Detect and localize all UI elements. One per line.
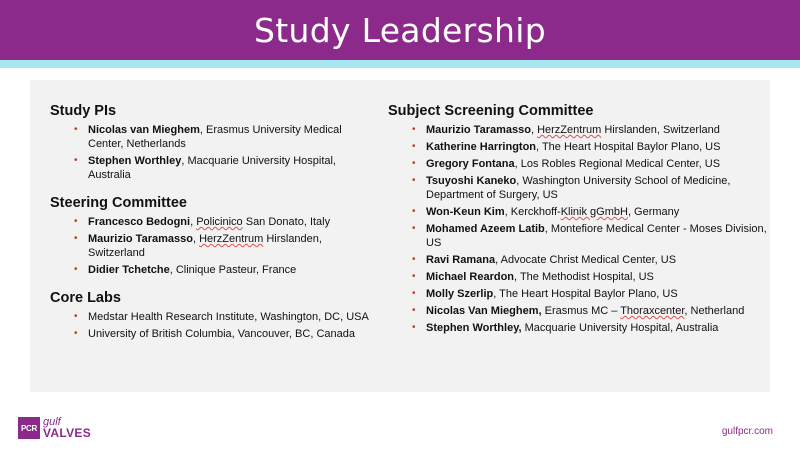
- bullet-icon: •: [412, 223, 416, 234]
- separator: ,: [530, 124, 538, 136]
- bullet-icon: •: [412, 124, 416, 135]
- left-column: [50, 103, 380, 344]
- spellcheck-marked-text: HerzZentrum: [537, 124, 602, 136]
- affiliation-text: , Netherland: [684, 305, 745, 317]
- affiliation-text: Erasmus MC –: [544, 305, 621, 317]
- separator: ,: [544, 223, 551, 235]
- person-name: Stephen Worthley,: [426, 322, 522, 334]
- list-item: [388, 205, 768, 219]
- affiliation-text: , Germany: [627, 206, 680, 218]
- bullet-icon: •: [412, 141, 416, 152]
- pcr-badge: PCR: [18, 417, 40, 439]
- bullet-icon: •: [412, 158, 416, 169]
- bullet-list: [388, 123, 768, 335]
- person-name: Katherine Harrington: [426, 141, 537, 153]
- person-name: Molly Szerlip: [426, 288, 494, 300]
- affiliation-text: The Heart Hospital Baylor Plano, US: [541, 141, 721, 153]
- gulf-valves-logo: [18, 414, 91, 442]
- spellcheck-marked-text: Policinico: [196, 216, 243, 228]
- affiliation-text: University of British Columbia, Vancouver, BC, Canada: [88, 328, 355, 340]
- list-item: [388, 321, 768, 335]
- affiliation-text: Erasmus University Medical Center, Netherlands: [88, 124, 342, 150]
- section-title: Steering Committee: [50, 195, 187, 211]
- separator: ,: [190, 216, 197, 228]
- list-item: [388, 157, 768, 171]
- list-item: [388, 304, 768, 318]
- section: [388, 103, 768, 335]
- logo-wordmark: [43, 417, 91, 439]
- section-title: Subject Screening Committee: [388, 103, 594, 119]
- affiliation-text: The Heart Hospital Baylor Plano, US: [499, 288, 678, 300]
- right-column: [388, 103, 768, 338]
- list-item: [50, 327, 380, 341]
- list-item: [388, 123, 768, 137]
- content-panel: [30, 80, 770, 392]
- person-name: Maurizio Taramasso: [88, 233, 193, 245]
- person-name: Stephen Worthley: [88, 155, 182, 167]
- list-item: [388, 174, 768, 202]
- affiliation-text: Advocate Christ Medical Center, US: [500, 254, 677, 266]
- list-item: [50, 263, 380, 277]
- affiliation-text: Hirslanden, Switzerland: [88, 233, 322, 259]
- person-name: Won-Keun Kim: [426, 206, 505, 218]
- person-name: Francesco Bedogni: [88, 216, 191, 228]
- spellcheck-marked-text: HerzZentrum: [199, 233, 264, 245]
- bullet-list: [50, 123, 380, 182]
- bullet-icon: •: [74, 264, 78, 275]
- list-item: [388, 287, 768, 301]
- separator: ,: [504, 206, 511, 218]
- section-title: Study PIs: [50, 103, 117, 119]
- affiliation-text: Hirslanden, Switzerland: [601, 124, 720, 136]
- footer-url: gulfpcr.com: [721, 426, 773, 437]
- bullet-icon: •: [412, 305, 416, 316]
- section: [50, 290, 380, 341]
- bullet-list: [50, 310, 380, 341]
- bullet-icon: •: [412, 271, 416, 282]
- spellcheck-marked-text: Klinik gGmbH: [560, 206, 628, 218]
- accent-stripe: [0, 60, 800, 68]
- affiliation-text: San Donato, Italy: [242, 216, 331, 228]
- affiliation-text: Macquarie University Hospital, Australia: [524, 322, 719, 334]
- spellcheck-marked-text: Thoraxcenter: [620, 305, 685, 317]
- person-name: Michael Reardon: [426, 271, 515, 283]
- bullet-icon: •: [412, 175, 416, 186]
- list-item: [50, 310, 380, 324]
- separator: ,: [514, 158, 521, 170]
- bullet-icon: •: [74, 155, 78, 166]
- list-item: [50, 154, 380, 182]
- section: [50, 103, 380, 182]
- affiliation-text: Kerckhoff-: [510, 206, 561, 218]
- affiliation-text: Montefiore Medical Center - Moses Division, US: [426, 223, 767, 249]
- list-item: [50, 123, 380, 151]
- logo-gulf-text: gulf: [43, 416, 61, 428]
- person-name: Nicolas van Mieghem: [88, 124, 200, 136]
- separator: ,: [536, 141, 542, 153]
- section-title: Core Labs: [50, 290, 121, 306]
- separator: ,: [181, 155, 188, 167]
- list-item: [388, 270, 768, 284]
- separator: ,: [514, 271, 520, 283]
- bullet-icon: •: [412, 288, 416, 299]
- separator: ,: [199, 124, 206, 136]
- separator: ,: [169, 264, 176, 276]
- bullet-icon: •: [74, 124, 78, 135]
- list-item: [388, 140, 768, 154]
- list-item: [50, 215, 380, 229]
- bullet-list: [50, 215, 380, 277]
- person-name: Maurizio Taramasso: [426, 124, 531, 136]
- separator: ,: [493, 288, 500, 300]
- affiliation-text: Macquarie University Hospital, Australia: [88, 155, 336, 181]
- bullet-icon: •: [74, 328, 78, 339]
- bullet-icon: •: [74, 216, 78, 227]
- person-name: Gregory Fontana: [426, 158, 515, 170]
- page-title: Study Leadership: [254, 10, 546, 50]
- person-name: Tsuyoshi Kaneko: [426, 175, 517, 187]
- logo-valves-text: VALVES: [43, 426, 92, 440]
- separator: ,: [495, 254, 501, 266]
- person-name: Mohamed Azeem Latib: [426, 223, 545, 235]
- separator: ,: [516, 175, 523, 187]
- list-item: [388, 222, 768, 250]
- separator: ,: [192, 233, 200, 245]
- affiliation-text: Washington University School of Medicine, Department of Surgery, US: [426, 175, 731, 201]
- person-name: Didier Tchetche: [88, 264, 170, 276]
- title-bar: [0, 0, 800, 60]
- affiliation-text: Medstar Health Research Institute, Washington, DC, USA: [88, 311, 369, 323]
- list-item: [50, 232, 380, 260]
- bullet-icon: •: [412, 206, 416, 217]
- bullet-icon: •: [412, 322, 416, 333]
- affiliation-text: The Methodist Hospital, US: [519, 271, 654, 283]
- person-name: Ravi Ramana: [426, 254, 496, 266]
- affiliation-text: Los Robles Regional Medical Center, US: [520, 158, 721, 170]
- section: [50, 195, 380, 277]
- bullet-icon: •: [74, 233, 78, 244]
- person-name: Nicolas Van Mieghem,: [426, 305, 542, 317]
- bullet-icon: •: [74, 311, 78, 322]
- list-item: [388, 253, 768, 267]
- affiliation-text: Clinique Pasteur, France: [175, 264, 297, 276]
- bullet-icon: •: [412, 254, 416, 265]
